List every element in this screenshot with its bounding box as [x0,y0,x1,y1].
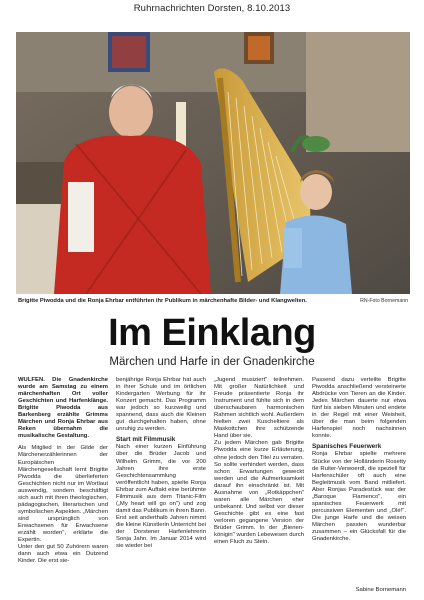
article-column-1 [18,377,108,589]
article-subheadline: Märchen und Harfe in der Gnadenkirche [109,356,315,368]
source-line: Ruhrnachrichten Dorsten, 8.10.2013 [133,3,291,14]
photo-caption: Brigitte Piwodda und die Ronja Ehrbar entführten ihr Publikum in märchenhafte Bilder- und Klangwelten. [18,298,307,304]
article-column-3 [214,377,304,589]
author-byline: Sabine Bornemann [355,587,406,593]
article-paragraph: Zu jedem Märchen gab Brigitte Piwodda eine kurze Erläuterung, ohne jedoch den Titel zu verraten. So sollte verhindert werden, dass schon Erwartungen geweckt werden und die Aufmerksamkeit darauf ihn einschränkt ist. Mit Ausnahme von „Rotkäppchen" waren alle Märchen eher unbekannt. Und selbst vor dieser Geschichte gibt es eine fast verloren gegangene Version der Brüder Grimm. In der „Bienen-königin" wurden Lebewesen durch einen Fluch zu Stein. [214,440,304,546]
article-paragraph: „Jugend musiziert" teilnehmen. Mit großer Natürlichkeit und Freude präsentierte Ronja ihr Instrument und fühlte sich in dem überschaubaren harmonischen Rahmen sichtlich wohl. Außerdem hielten zwei Kuscheltiere als Maskottchen ihre schützende Hand über sie. [214,377,304,440]
article-headline: Im Einklang [108,312,316,354]
section-subheading: Spanisches Feuerwerk [312,443,382,451]
article-paragraph: Ronja Ehrbar spielte mehrere Stücke von der Holländerin Rosetty de Ruiter-Verwoerdt, die speziell für Harfenschüler oft auch eine Begleitmusik vom Band mitliefert. Aber Ronjas Paradestück war der „Baroque Flamenco", ein spanisches Feuerwerk mit percussiven Elementen und „Olé!". Die junge Harfe und die weisen Märchen passten wunderbar zusammen – ein Glücksfall für die Gnadenkirche. [312,451,406,543]
article-paragraph: Als Mitglied in der Gilde der Märchenerzählerinnen der Europäischen Märchengesellschaft lernt Brigitte Piwodda die überlieferten Geschichten nicht nur im Wortlaut auswendig, sondern beschäftigt sich auch mit ihren theologischen, pädagogischen, literarischen und symbolischen Aspekten. „Märchen sind ursprünglich von Erwachsenen für Erwachsene erzählt worden", erklärte die Expertin. [18,445,108,544]
article-column-4 [312,377,406,589]
article-paragraph: Passend dazu verteilte Brigitte Piwodda anschließend versteinerte Abdrücke von Tieren an die Kinder. Jedes Märchen dauerte nur etwa fünf bis sieben Minuten und endete in der Regel mit einer Weisheit, über die man beim folgenden Harfenspiel noch nachsinnen konnte. [312,377,406,440]
section-subheading: Start mit Filmmusik [116,436,176,444]
article-photo [16,32,410,294]
article-paragraph: Unter den gut 50 Zuhörern waren dann auch etwa ein Dutzend Kinder. Die erst sie- [18,544,108,565]
article-paragraph: Nach einer kurzen Einführung über die Brüder Jacob und Wilhelm Grimm, die vor 200 Jahren ihre erste Geschichtensammlung veröffentlicht haben, spielte Ronja Ehrbar zum Auftakt eine berühmte Filmmusik aus dem Titanic-Film („My heart will go on") und zog damit das Publikum in ihren Bann. Erst seit anderthalb Jahren nimmt die kleine Künstlerin Unterricht bei der Dorstener Harfenlehrerin Sonja Jahn. Im Januar 2014 wird sie wieder bei [116,444,206,550]
article-paragraph: WULFEN. Die Gnadenkirche wurde am Samstag zu einem märchenhaften Ort voller Geschichten und Harfenklänge. Brigitte Piwodda aus Barkenberg erzählte Grimms Märchen und Ronja Ehrbar aus Reken übernahm die musikalische Gestaltung. [18,377,108,440]
photo-illustration [16,32,410,294]
article-column-2 [116,377,206,589]
photo-credit: RN-Foto Bornemann [360,298,408,304]
article-paragraph: benjährige Ronja Ehrbar hat auch in ihrer Schule und im örtlichen Kindergarten Werbung für ihr Konzert gemacht. Das Programm war jedoch so kurzweilig und spannend, dass auch die Kleinen gut durchgehalten haben, ohne unruhig zu werden. [116,377,206,433]
